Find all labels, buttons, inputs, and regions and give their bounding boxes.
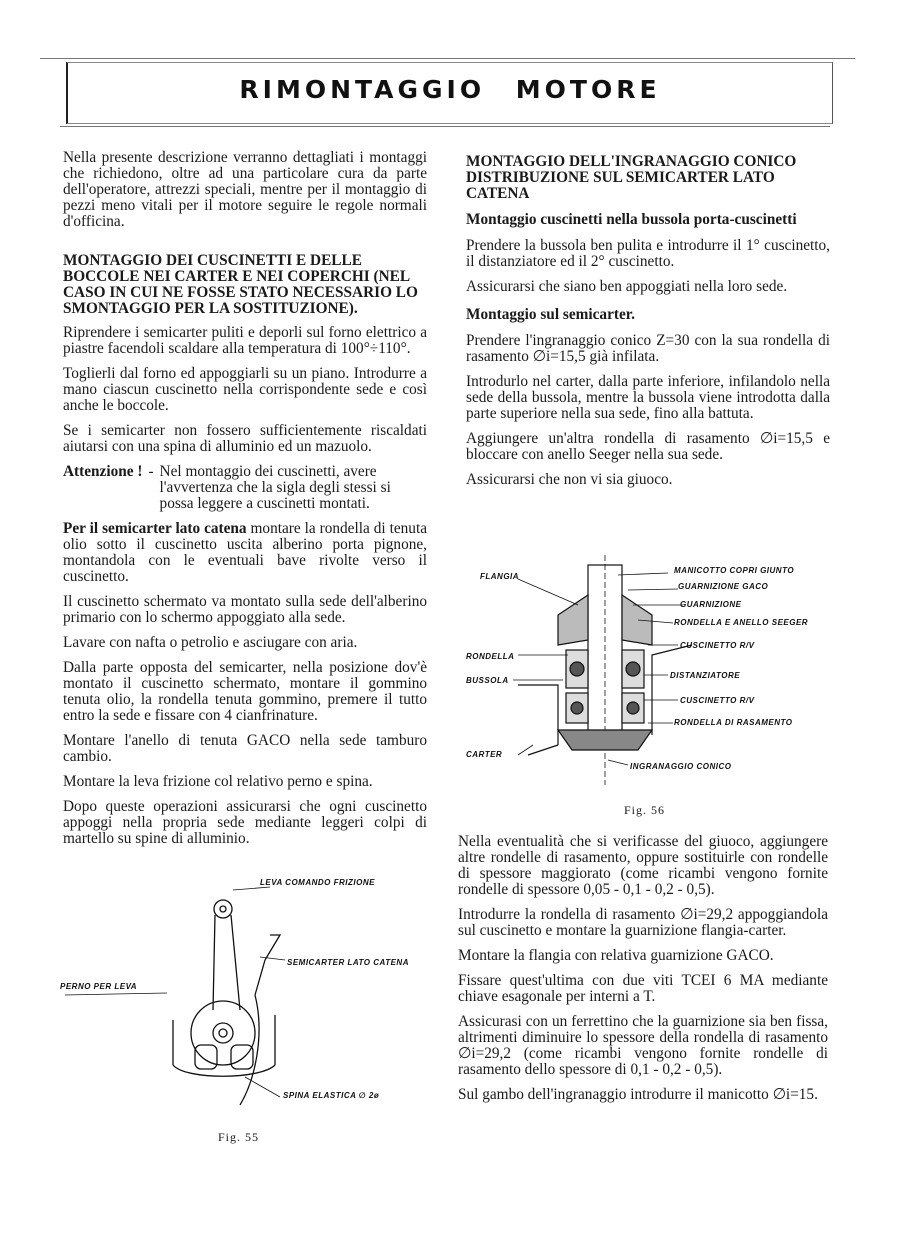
label-washer: RONDELLA (466, 652, 515, 661)
label-chain-side-case: SEMICARTER LATO CATENA (287, 958, 409, 967)
label-spacer: DISTANZIATORE (670, 671, 741, 680)
right-column-lower (458, 834, 828, 1112)
label-carter: CARTER (466, 750, 503, 759)
paragraph: Introdurre la rondella di rasamento ∅i=29,2 appoggiandola sul cuscinetto e montare la guarnizione flangia-carter. (458, 906, 828, 939)
title-rule-top (40, 58, 855, 59)
attention-note (63, 464, 427, 512)
paragraph: Montare la flangia con relativa guarnizione GACO. (458, 947, 774, 964)
label-bearing-upper: CUSCINETTO R/V (680, 641, 755, 650)
figure-56 (458, 545, 838, 790)
attention-dash: - (148, 463, 154, 480)
figure-55-caption: Fig. 55 (218, 1130, 260, 1144)
label-bearing-lower: CUSCINETTO R/V (680, 696, 755, 705)
label-clutch-lever: LEVA COMANDO FRIZIONE (260, 878, 375, 887)
paragraph: Assicurarsi che non vi sia giuoco. (466, 471, 673, 488)
paragraph: Dalla parte opposta del semicarter, nella posizione dov'è montato il cuscinetto schermato, montare il gommino tenuta olio, la rondella tenuta gommino, premere il tutto entro la sede e fissare con 4 cianfrinature. (63, 659, 427, 724)
label-flange: FLANGIA (480, 572, 520, 581)
paragraph: Montare l'anello di tenuta GACO nella sede tamburo cambio. (63, 732, 427, 765)
label-sleeve: MANICOTTO COPRI GIUNTO (674, 566, 795, 575)
paragraph: Lavare con nafta o petrolio e asciugare con aria. (63, 634, 358, 651)
label-lever-pin: PERNO PER LEVA (60, 982, 138, 991)
label-seeger-ring: RONDELLA E ANELLO SEEGER (674, 618, 809, 627)
paragraph: Montare la leva frizione col relativo perno e spina. (63, 773, 373, 790)
right-column (466, 154, 830, 497)
paragraph: Il cuscinetto schermato va montato sulla sede dell'alberino primario con lo schermo appoggiato alla sede. (63, 593, 427, 626)
label-bushing: BUSSOLA (466, 676, 509, 685)
title-box (66, 62, 833, 124)
section-heading-bevel-gear: MONTAGGIO DELL'INGRANAGGIO CONICO DISTRIBUZIONE SUL SEMICARTER LATO CATENA (466, 153, 797, 202)
bevel-gear-section-drawing (458, 545, 838, 790)
paragraph: Prendere l'ingranaggio conico Z=30 con la sua rondella di rasamento ∅i=15,5 già infilata. (466, 332, 830, 365)
paragraph: Nella eventualità che si verificasse del giuoco, aggiungere altre rondelle di rasamento, oppure sostituirle con rondelle di spessore maggiorato (come ricambi vengono fornite rondelle di spessore 0,05 - 0,1 - 0,2 - 0,5). (458, 833, 828, 898)
figure-55 (55, 865, 435, 1135)
paragraph-rest: montare la rondella di tenuta olio sotto il cuscinetto uscita alberino porta pignone, montandola con le eventuali bave rivolte verso il cuscinetto. (63, 520, 427, 585)
attention-text: Nel montaggio dei cuscinetti, avere l'avvertenza che la sigla degli stessi si possa leggere a cuscinetti montati. (159, 463, 391, 512)
page-title: RIMONTAGGIO MOTORE (239, 75, 661, 104)
label-gaco-seal: GUARNIZIONE GACO (678, 582, 769, 591)
label-bevel-gear: INGRANAGGIO CONICO (630, 762, 732, 771)
left-column (63, 150, 427, 856)
paragraph (63, 521, 427, 585)
paragraph: Sul gambo dell'ingranaggio introdurre il manicotto ∅i=15. (458, 1086, 818, 1103)
paragraph: Prendere la bussola ben pulita e introdurre il 1° cuscinetto, il distanziatore ed il 2° cuscinetto. (466, 237, 830, 270)
subheading-bearings: Montaggio cuscinetti nella bussola porta-cuscinetti (466, 211, 797, 228)
label-elastic-pin: SPINA ELASTICA ∅ 2ø (283, 1091, 380, 1100)
paragraph: Fissare quest'ultima con due viti TCEI 6 MA mediante chiave esagonale per interni a T. (458, 972, 828, 1005)
subheading-case: Montaggio sul semicarter. (466, 306, 635, 323)
paragraph-lead: Per il semicarter lato catena (63, 520, 247, 537)
intro-paragraph: Nella presente descrizione verranno dettagliati i montaggi che richiedono, oltre ad una particolare cura da parte dell'operatore, attrezzi speciali, mentre per il montaggio di pezzi meno vitali per il motore seguire le regole normali d'officina. (63, 149, 427, 230)
paragraph: Dopo queste operazioni assicurarsi che ogni cuscinetto appoggi nella propria sede mediante leggeri colpi di martello su spine di alluminio. (63, 798, 427, 847)
paragraph: Assicurarsi che siano ben appoggiati nella loro sede. (466, 278, 788, 295)
paragraph: Introdurlo nel carter, dalla parte inferiore, infilandolo nella sede della bussola, mentre la bussola viene introdotta dalla parte superiore nella sua sede, fino alla battuta. (466, 373, 830, 422)
paragraph: Toglierli dal forno ed appoggiarli su un piano. Introdurre a mano ciascun cuscinetto nella corrispondente sede e così anche le boccole. (63, 365, 427, 414)
attention-label: Attenzione ! (63, 463, 143, 480)
label-shim: RONDELLA DI RASAMENTO (674, 718, 793, 727)
label-gasket: GUARNIZIONE (680, 600, 742, 609)
clutch-lever-drawing (55, 865, 435, 1135)
title-rule-bottom (60, 126, 830, 127)
paragraph: Se i semicarter non fossero sufficientemente riscaldati aiutarsi con una spina di alluminio ed un mazuolo. (63, 422, 427, 455)
paragraph: Aggiungere un'altra rondella di rasamento ∅i=15,5 e bloccare con anello Seeger nella sua sede. (466, 430, 830, 463)
paragraph: Assicurasi con un ferrettino che la guarnizione sia ben fissa, altrimenti diminuire lo spessore della rondella di rasamento ∅i=29,2 (come ricambi vengono fornite rondelle di rasamento dello spessore di 0,1 - 0,2 - 0,5). (458, 1013, 828, 1078)
figure-56-caption: Fig. 56 (624, 803, 666, 817)
paragraph: Riprendere i semicarter puliti e deporli sul forno elettrico a piastre facendoli scaldare alla temperatura di 100°÷110°. (63, 324, 427, 357)
section-heading-bearings: MONTAGGIO DEI CUSCINETTI E DELLE BOCCOLE NEI CARTER E NEI COPERCHI (NEL CASO IN CUI NE FOSSE STATO NECESSARIO LO SMONTAGGIO PER LA SOSTITUZIONE). (63, 252, 418, 317)
